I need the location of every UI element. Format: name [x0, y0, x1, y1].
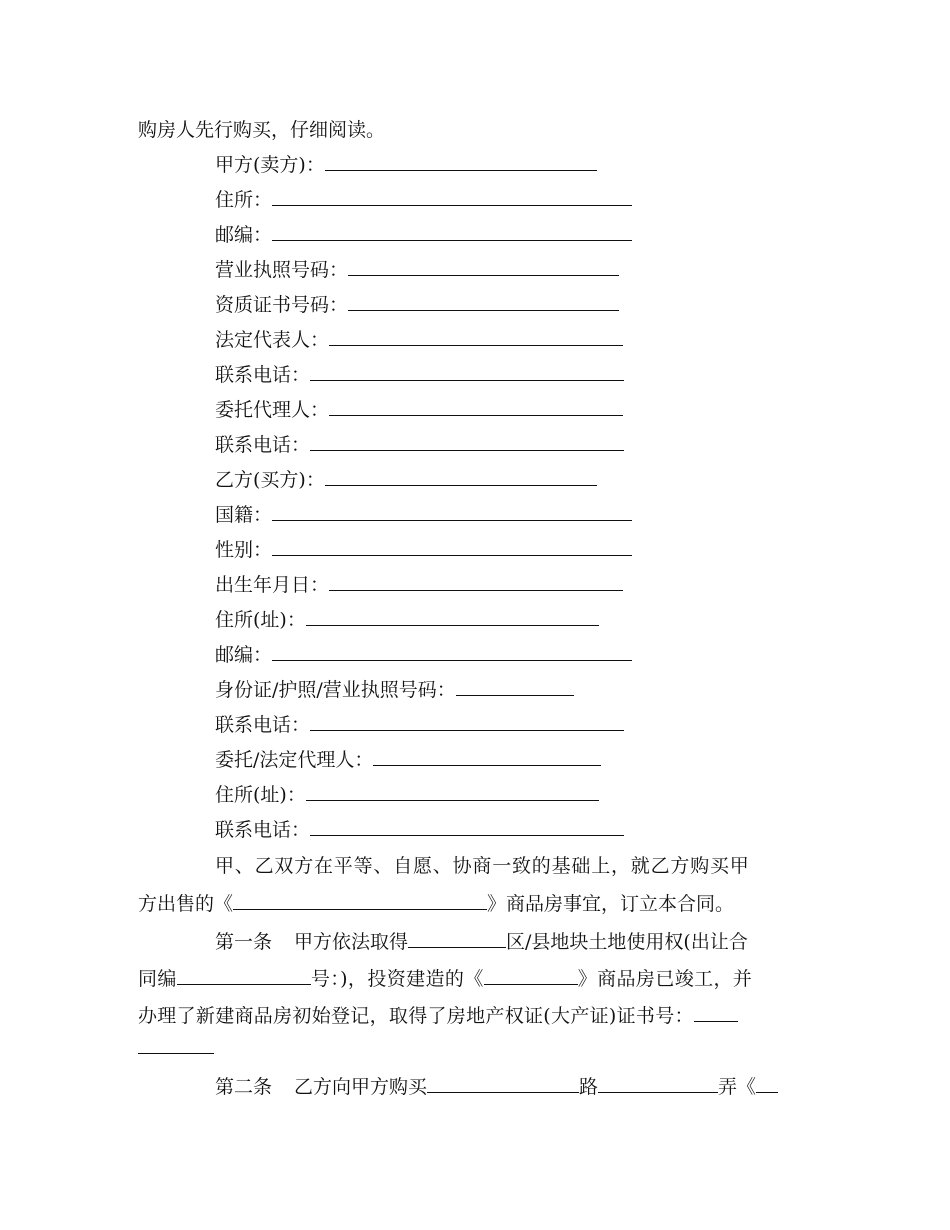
article-2-head: 第二条	[215, 1076, 273, 1098]
party-b-agent-address-label: 住所(址)：	[215, 784, 306, 806]
party-b-phone-blank[interactable]	[310, 713, 624, 731]
party-a-legal-rep-blank[interactable]	[329, 328, 623, 346]
party-b-id-field	[215, 678, 574, 702]
preamble-text-a: 方出售的《	[138, 893, 234, 915]
preamble-line-2	[138, 892, 734, 916]
party-b-nationality-label: 国籍：	[215, 504, 273, 526]
article-2-text-a: 乙方向甲方购买	[294, 1076, 428, 1098]
lot-blank[interactable]	[756, 1075, 778, 1093]
party-a-address-blank[interactable]	[272, 188, 632, 206]
party-a-agent-label: 委托代理人：	[215, 399, 330, 421]
certificate-no-blank-cont[interactable]	[138, 1036, 214, 1054]
party-b-agent-address-field	[215, 783, 599, 807]
party-b-address-field	[215, 608, 599, 632]
party-a-qualification-label: 资质证书号码：	[215, 294, 349, 316]
party-a-license-label: 营业执照号码：	[215, 259, 349, 281]
party-a-postcode-field	[215, 223, 632, 247]
party-a-phone-blank[interactable]	[310, 363, 624, 381]
party-a-address-label: 住所：	[215, 189, 273, 211]
party-a-phone-label: 联系电话：	[215, 364, 311, 386]
party-a-agent-blank[interactable]	[329, 398, 623, 416]
party-b-agent-phone-label: 联系电话：	[215, 819, 311, 841]
article-1-head: 第一条	[215, 931, 273, 953]
article-1-text-e: 》商品房已竣工，并	[577, 968, 753, 990]
contract-no-blank[interactable]	[177, 967, 311, 985]
article-1-line-2	[138, 967, 752, 991]
certificate-no-blank[interactable]	[694, 1004, 738, 1022]
party-b-blank[interactable]	[325, 468, 597, 486]
article-1-text-f: 办理了新建商品房初始登记，取得了房地产权证(大产证)证书号：	[138, 1005, 694, 1027]
party-a-license-field	[215, 258, 619, 282]
party-a-address-field	[215, 188, 632, 212]
party-b-gender-blank[interactable]	[272, 538, 632, 556]
party-a-legal-rep-label: 法定代表人：	[215, 329, 330, 351]
road-blank[interactable]	[427, 1075, 579, 1093]
district-blank[interactable]	[408, 930, 506, 948]
project-name-blank[interactable]	[233, 892, 487, 910]
party-b-agent-blank[interactable]	[373, 748, 601, 766]
party-a-qualification-blank[interactable]	[348, 293, 619, 311]
party-b-postcode-field	[215, 643, 632, 667]
party-a-agent-phone-blank[interactable]	[310, 433, 624, 451]
party-b-id-blank[interactable]	[456, 678, 574, 696]
party-b-title-field	[215, 468, 597, 492]
article-1-text-d: 号：)，投资建造的《	[310, 968, 484, 990]
party-a-postcode-blank[interactable]	[272, 223, 632, 241]
party-b-id-label: 身份证/护照/营业执照号码：	[215, 679, 456, 701]
party-a-license-blank[interactable]	[348, 258, 619, 276]
article-1-line-4	[138, 1036, 214, 1060]
party-b-agent-phone-field	[215, 818, 624, 842]
party-b-address-blank[interactable]	[306, 608, 599, 626]
party-b-phone-label: 联系电话：	[215, 714, 311, 736]
party-b-birth-field	[215, 573, 623, 597]
party-a-agent-phone-label: 联系电话：	[215, 434, 311, 456]
party-b-nationality-blank[interactable]	[272, 503, 632, 521]
party-a-agent-phone-field	[215, 433, 624, 457]
party-b-postcode-blank[interactable]	[272, 643, 632, 661]
party-a-title-field	[215, 153, 597, 177]
party-b-agent-phone-blank[interactable]	[310, 818, 624, 836]
article-1-line-3	[138, 1004, 738, 1028]
party-b-address-label: 住所(址)：	[215, 609, 306, 631]
party-b-postcode-label: 邮编：	[215, 644, 273, 666]
article-2-text-b: 路	[579, 1076, 599, 1098]
party-a-qualification-field	[215, 293, 619, 317]
article-1-line-1	[215, 930, 748, 954]
article-2-text-c: 弄《	[718, 1076, 757, 1098]
intro-tail: 购房人先行购买，仔细阅读。	[138, 119, 386, 141]
party-b-agent-label: 委托/法定代理人：	[215, 749, 374, 771]
article-1-text-b: 区/县地块土地使用权(出让合	[506, 931, 748, 953]
party-b-gender-label: 性别：	[215, 539, 273, 561]
party-b-agent-address-blank[interactable]	[306, 783, 599, 801]
building-name-blank[interactable]	[484, 967, 578, 985]
party-a-blank[interactable]	[325, 153, 597, 171]
article-1-text-a: 甲方依法取得	[294, 931, 409, 953]
lane-blank[interactable]	[598, 1075, 718, 1093]
party-b-gender-field	[215, 538, 632, 562]
party-a-agent-field	[215, 398, 623, 422]
party-a-postcode-label: 邮编：	[215, 224, 273, 246]
party-b-birth-blank[interactable]	[329, 573, 623, 591]
party-b-agent-field	[215, 748, 601, 772]
party-a-title-label: 甲方(卖方)：	[215, 154, 325, 176]
article-1-text-c: 同编	[138, 968, 177, 990]
party-b-birth-label: 出生年月日：	[215, 574, 330, 596]
party-b-phone-field	[215, 713, 624, 737]
preamble-line-1: 甲、乙双方在平等、自愿、协商一致的基础上，就乙方购买甲	[215, 855, 750, 877]
party-a-phone-field	[215, 363, 624, 387]
party-b-nationality-field	[215, 503, 632, 527]
party-b-title-label: 乙方(买方)：	[215, 469, 325, 491]
article-2-line-1	[215, 1075, 778, 1099]
preamble-text-b: 》商品房事宜，订立本合同。	[487, 893, 735, 915]
party-a-legal-rep-field	[215, 328, 623, 352]
